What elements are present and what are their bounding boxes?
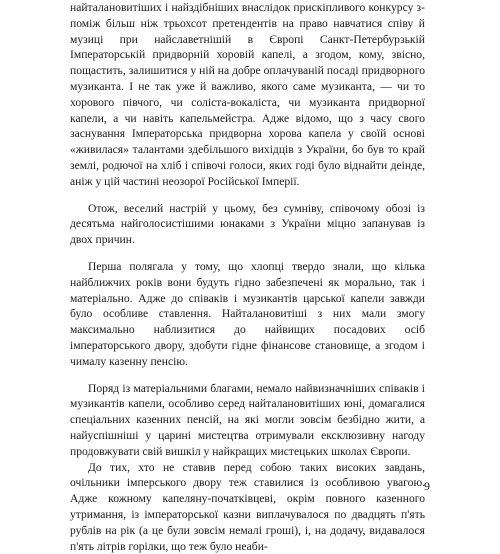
paragraph-3: Перша полягала у тому, що хлопці твердо знали, що кілька найближчих років вони будуть гідно забезпечені як морально, так і матеріально. Адже до співаків і музикантів царської капели завжди було особливе ставлення. Найталановитіші з них мали змогу максимально наблизитися до найвищих посадових осіб імператорського двору, здобути гідне фінансове становище, а згодом і чималу казенну пенсію. — [70, 259, 425, 368]
paragraph-4: Поряд із матеріальними благами, немало найвизначніших співаків і музикантів капели, особливо серед найталановитіших юні, домагалися спеціальних казенних пенсій, на які могли зовсім безбідно жити, а найуспішніші у царині мистецтва отримували ексклюзивну нагоду продовжувати свій вишкіл у найкращих мистецьких школах Європи. — [70, 381, 425, 458]
paragraph-5: До тих, хто не ставив перед собою таких високих завдань, очільники імперського двору теж ставилися із особливою увагою. Адже кожному капеляну-початківцеві, окрім повного казенного утримання, із імператорської казни виплачувалося по двадцять п'ять рублів на рік (а це були зовсім немалі гроші), і, на додачу, видавалося п'ять літрів горілки, що теж було неаби- — [70, 460, 425, 553]
paragraph-1: найталановитіших і найздібніших внаслідок прискіпливого конкурсу з-поміж більш ніж трьохсот претендентів на право навчатися співу й музиці при найславетнішій в Європі Санкт-Петербурзькій Імператорській придворній хоровій капелі, а згодом, кому, звісно, пощастить, залишитися у ній на добре оплачуваній посаді придворного музиканта. І не так уже й важливо, якого саме музиканта, — чи то хорового півчого, чи соліста-вокаліста, чи музиканта придворної капели, а чи навіть капельмейстра. Адже відомо, що з часу свого заснування Імператорська придворна хорова капела у своїй основі «живилася» талантами здебільшого вихідців з України, бо був то край землі, родючої на хліб і співочі голоси, яких годі було віднайти деінде, аніж у цій частині неозорої Російської Імперії. — [70, 1, 425, 188]
document-page — [70, 0, 425, 554]
page-number: 9 — [424, 479, 430, 493]
paragraph-2: Отож, веселий настрій у цьому, без сумніву, співочому обозі із десятьма найголосистішими юнаками з України міцно запанував із двох причин. — [70, 201, 425, 247]
